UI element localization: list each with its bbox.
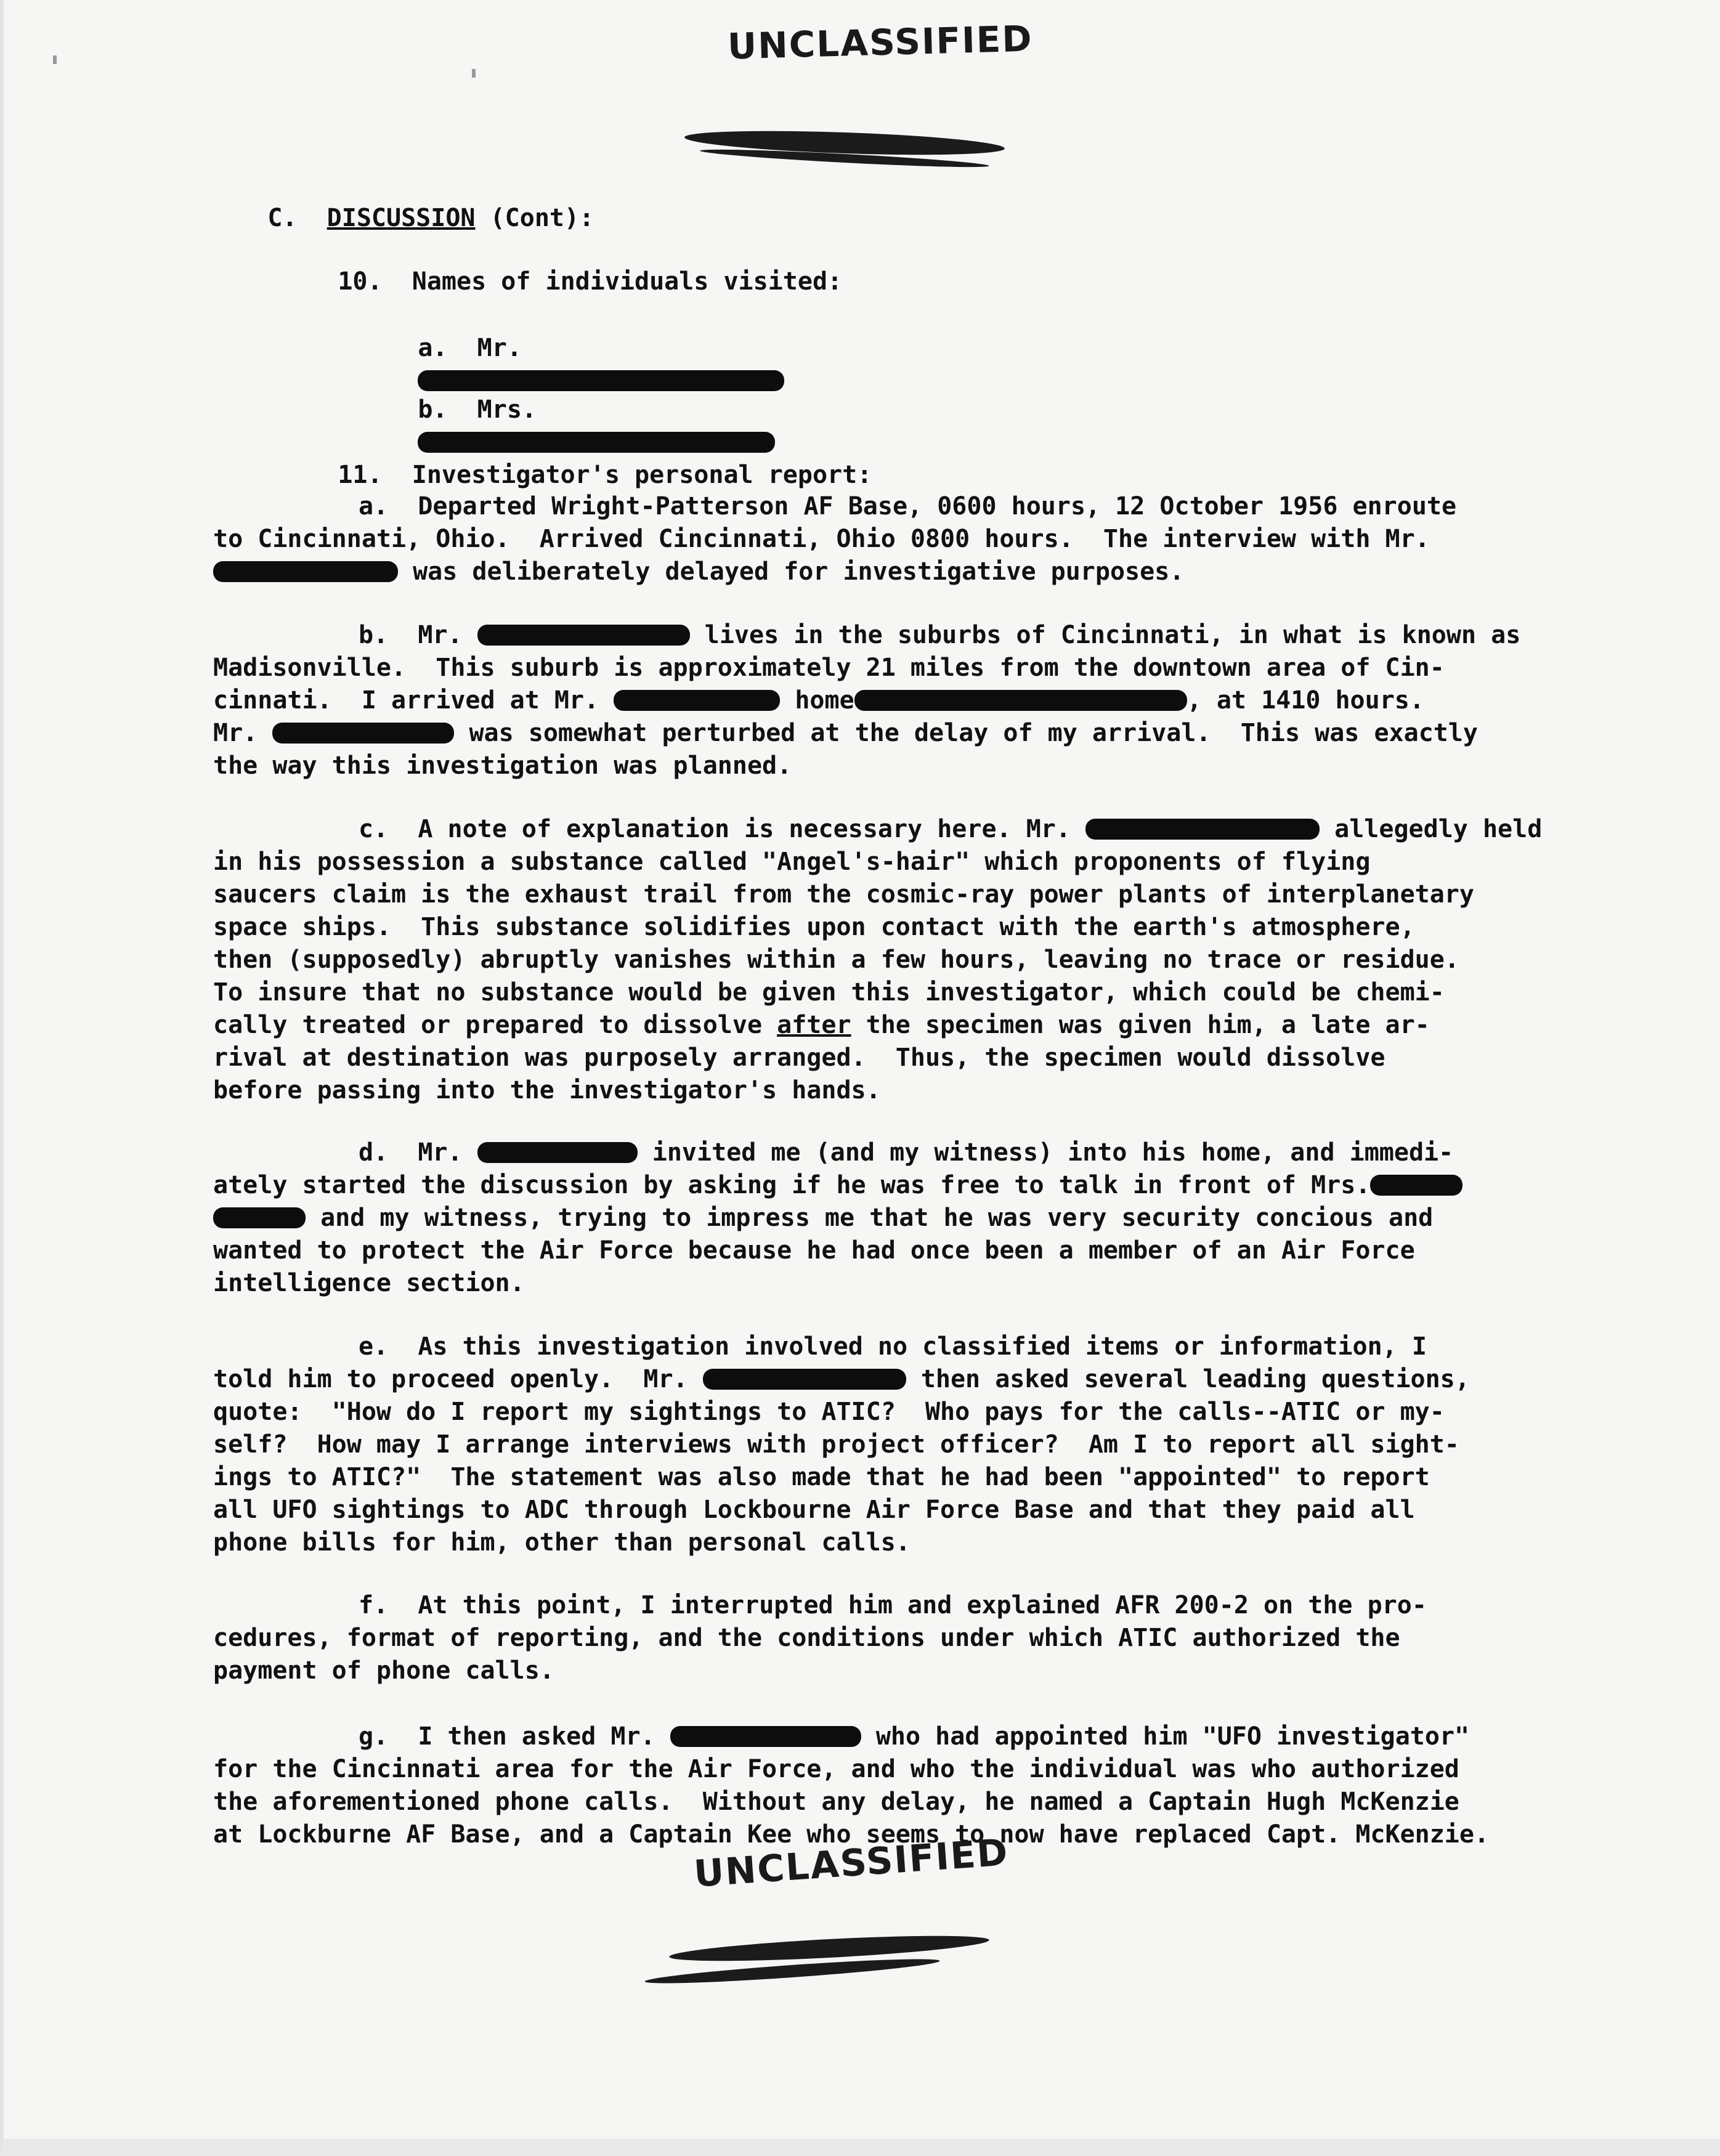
paragraph-line: ings to ATIC?" The statement was also made that he had been "appointed" to report bbox=[213, 1463, 1430, 1491]
redaction bbox=[614, 690, 780, 711]
item-10-label: 10. bbox=[338, 267, 383, 296]
paragraph-line: phone bills for him, other than personal calls. bbox=[213, 1528, 911, 1557]
paragraph-line: the aforementioned phone calls. Without any delay, he named a Captain Hugh McKenzie bbox=[213, 1788, 1459, 1816]
paragraph-line: f. At this point, I interrupted him and explained AFR 200-2 on the pro- bbox=[359, 1591, 1427, 1619]
paragraph-line: before passing into the investigator's hands. bbox=[213, 1076, 881, 1104]
paragraph-c bbox=[213, 813, 1593, 1107]
section-letter: C. bbox=[267, 204, 298, 232]
paragraph-line: to Cincinnati, Ohio. Arrived Cincinnati, Ohio 0800 hours. The interview with Mr. bbox=[213, 525, 1430, 553]
paragraph-line: self? How may I arrange interviews with project officer? Am I to report all sight- bbox=[213, 1430, 1459, 1459]
paragraph-line: saucers claim is the exhaust trail from the cosmic-ray power plants of interplanetary bbox=[213, 880, 1474, 909]
redaction bbox=[1370, 1175, 1462, 1196]
paragraph-line: g. I then asked Mr. who had appointed him "UFO investigator" bbox=[359, 1722, 1470, 1751]
redaction bbox=[213, 1207, 306, 1228]
paragraph-line: at Lockburne AF Base, and a Captain Kee who seems to now have replaced Capt. McKenzie. bbox=[213, 1820, 1490, 1849]
paragraph-line: d. Mr. invited me (and my witness) into his home, and immedi- bbox=[359, 1138, 1454, 1167]
paragraph-f bbox=[213, 1589, 1593, 1687]
redaction bbox=[703, 1369, 906, 1390]
paragraph-line: wanted to protect the Air Force because he had once been a member of an Air Force bbox=[213, 1236, 1415, 1265]
paragraph-line: told him to proceed openly. Mr. then asked several leading questions, bbox=[213, 1365, 1470, 1393]
redaction bbox=[477, 625, 690, 646]
paragraph-line: b. Mr. lives in the suburbs of Cincinnati, in what is known as bbox=[359, 621, 1521, 649]
paragraph-line: then (supposedly) abruptly vanishes within a few hours, leaving no trace or residue. bbox=[213, 946, 1459, 974]
item-11-text: Investigator's personal report: bbox=[412, 461, 872, 489]
paragraph-line: Madisonville. This suburb is approximately 21 miles from the downtown area of Cin- bbox=[213, 654, 1445, 682]
paragraph-g bbox=[213, 1720, 1593, 1851]
paragraph-line: all UFO sightings to ADC through Lockbourne Air Force Base and that they paid all bbox=[213, 1496, 1415, 1524]
item-10b-label: b. bbox=[418, 395, 448, 424]
paragraph-line: ately started the discussion by asking if he was free to talk in front of Mrs. bbox=[213, 1169, 1593, 1202]
paragraph-line: a. Departed Wright-Patterson AF Base, 0600 hours, 12 October 1956 enroute bbox=[359, 492, 1457, 521]
paragraph-line: space ships. This substance solidifies upon contact with the earth's atmosphere, bbox=[213, 913, 1415, 941]
redaction bbox=[854, 690, 1187, 711]
redaction bbox=[272, 723, 454, 744]
struck-marking-bottom bbox=[669, 1931, 990, 1966]
paragraph-line: and my witness, trying to impress me that he was very security concious and bbox=[213, 1202, 1593, 1234]
item-10a-text: Mr. bbox=[477, 334, 522, 362]
paragraph-e bbox=[213, 1331, 1593, 1559]
paragraph-line: intelligence section. bbox=[213, 1269, 525, 1297]
redaction bbox=[670, 1726, 861, 1747]
paragraph-line: cally treated or prepared to dissolve after the specimen was given him, a late ar- bbox=[213, 1011, 1430, 1039]
paragraph-line: c. A note of explanation is necessary here. Mr. allegedly held bbox=[359, 815, 1543, 843]
paragraph-line: rival at destination was purposely arranged. Thus, the specimen would dissolve bbox=[213, 1044, 1385, 1072]
paragraph-line: for the Cincinnati area for the Air Force, and who the individual was who authorized bbox=[213, 1755, 1459, 1783]
redaction bbox=[477, 1142, 638, 1163]
item-10-text: Names of individuals visited: bbox=[412, 267, 843, 296]
redaction bbox=[1085, 819, 1320, 840]
classification-stamp-bottom: UNCLASSIFIED bbox=[692, 1831, 1010, 1896]
paragraph-d bbox=[213, 1137, 1593, 1300]
item-10b-text: Mrs. bbox=[477, 395, 537, 424]
margin-mark bbox=[472, 69, 476, 78]
margin-mark bbox=[53, 55, 57, 64]
item-11-label: 11. bbox=[338, 461, 383, 489]
item-10a-label: a. bbox=[418, 334, 448, 362]
classification-stamp-top: UNCLASSIFIED bbox=[727, 17, 1034, 68]
paragraph-line: e. As this investigation involved no classified items or information, I bbox=[359, 1332, 1427, 1361]
redaction bbox=[213, 561, 398, 582]
paragraph-line: the way this investigation was planned. bbox=[213, 752, 792, 780]
paragraph-line: Mr. was somewhat perturbed at the delay of my arrival. This was exactly bbox=[213, 719, 1479, 747]
section-suffix: (Cont): bbox=[475, 204, 594, 232]
paragraph-line: quote: "How do I report my sightings to ATIC? Who pays for the calls--ATIC or my- bbox=[213, 1398, 1445, 1426]
paragraph-line: cedures, format of reporting, and the conditions under which ATIC authorized the bbox=[213, 1624, 1400, 1652]
paragraph-line: in his possession a substance called "Angel's-hair" which proponents of flying bbox=[213, 848, 1371, 876]
paragraph-line: cinnati. I arrived at Mr. home , at 1410 hours. bbox=[213, 686, 1424, 715]
paragraph-line: was deliberately delayed for investigative purposes. bbox=[213, 556, 1593, 588]
paragraph-a bbox=[213, 490, 1593, 588]
paragraph-b bbox=[213, 619, 1593, 782]
section-title: DISCUSSION bbox=[327, 204, 476, 232]
paragraph-line: payment of phone calls. bbox=[213, 1656, 554, 1685]
paragraph-line: To insure that no substance would be given this investigator, which could be chemi- bbox=[213, 978, 1445, 1007]
